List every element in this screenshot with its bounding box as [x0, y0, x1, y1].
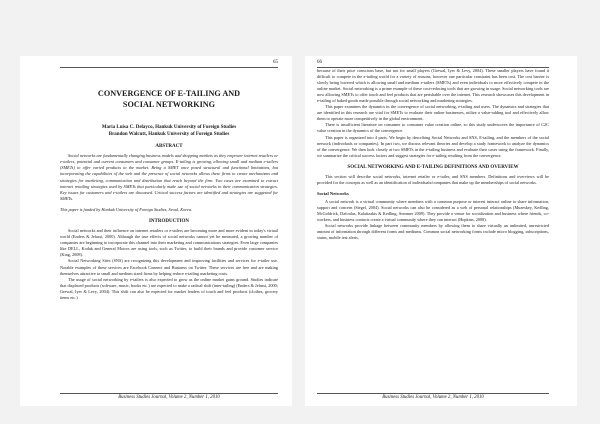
footer-rule [317, 393, 549, 394]
paragraph: because of their price conscious base, but not for small players (Grewal, Iyer & Levy, 2004). These smaller players have found it difficult to compete in the e-tailing world for a variety of reasons, however one particular constraint has been cost. The cost barrier is slowly being lowered which is allowing small and medium e-tailers (SMETs) and even individuals to more effectively compete in the online market. Social networking is a prime example of these cost-reducing tools that are growing in usage. Social networking tools are now allowing SMETs to offer touch and feel products that are perishable over the internet. This research showcases this development in e-tailing of baked goods made possible through social networking and marketing strategies. [317, 68, 549, 104]
paper-title [60, 88, 278, 110]
authors [60, 125, 278, 138]
page-footer [60, 393, 278, 401]
paragraph: A social network is a virtual community where members with a common purpose or interest interact online to share information, support and concern (Siegel, 2004). Social networks can also be considered as a web of personal relationships (Muzeskey, Kedling, McGoldrick, Dafoulas, Kalaitzakis & Kedling, Sommer 2009). They provide a venue for socialization and business where friends, co-workers, and business contacts create a virtual community where they can interact (Hopkins, 2008). [317, 198, 549, 222]
footer-text: Business Studies Journal, Volume 2, Number 1, 2010 [382, 395, 484, 400]
left-page [20, 56, 292, 406]
page-number: 65 [273, 60, 278, 65]
footer-rule [60, 393, 278, 394]
paragraph: There is insufficient literature on consumer to consumer value creation online, so this study underscores the importance of C2C value creation in the dynamics of the convergence. [317, 122, 549, 134]
author-1: Maria Luisa C. Delayco, Hankuk University of Foreign Studies [101, 125, 237, 130]
paragraph: Social networks provide linkage between community members by allowing them to share virtually an unlimited, unrestricted amount of information through different forms and mediums. Common social networking forms include micro blogging, subscriptions, status, mobile test alerts, [317, 222, 549, 241]
paragraph: Social networks and their influence on internet retailers or e-tailers are becoming more and more evident in today's virtual world (Enders & Jelassi, 2000). Although the true effects of social networks cannot yet be measured, a growing number of companies are beginning to incorporate this channel into their marketing and communications strategies. Even large companies like DELL, Kodak and General Motors are using tools, such as Twitter, to build their brands and provide customer service (King, 2008). [60, 228, 278, 258]
footer-text: Business Studies Journal, Volume 2, Number 1, 2010 [118, 395, 220, 400]
page-number: 66 [317, 60, 322, 65]
section-heading: SOCIAL NETWORKING AND E-TAILING DEFINITIONS AND OVERVIEW [347, 164, 519, 170]
paragraph: The usage of social networking by e-tailers is also expected to grow as the online market gains ground. Studies indicate that displaced products (software, music, books etc.) are expected to make a radical shift (inter-tailing) (Enders & Jelassi, 2000; Grewal, Iyer & Levy, 2004). This shift can also be expected for market leaders of touch and feel products (clothes, grocery items etc.) [60, 276, 278, 300]
paragraph: Social Networking Sites (SNS) are recognizing this development and improving facilities and services for e-tailer use. Notable examples of these services are Facebook Connect and Business on Twitter. These services are free and are making themselves attractive to small and medium sized firms by helping reduce e-tailing marketing costs. [60, 258, 278, 276]
page-footer [317, 393, 549, 401]
author-2: Brandon Walcutt, Hankuk University of Foreign Studies [108, 131, 230, 137]
header-rule [60, 67, 278, 68]
abstract-text: Social networks are fundamentally changing business models and shopping markets as they empower internet retailers or e-tailers, potential and current consumers and consumer groups. E-tailing is growing, allowing small and medium e-tailers (SMETs) to offer varied products to the market. Being a SMET once posed structural and functional limitations, but incorporating the capabilities of the web and the presence of social networks allows these firms to create mechanisms and strategies for marketing, communication and distribution that reach beyond the firm. Two cases are examined to extract internet retailing strategies used by SMETs that particularly make use of social networks in their communication strategies. Key issues for customers and e-tailers are discussed. Critical success factors are identified and strategies are suggested for SMETs. [60, 153, 278, 202]
title-line-1: CONVERGENCE OF E-TAILING AND [97, 89, 241, 98]
title-line-2: SOCIAL NETWORKING [122, 100, 216, 109]
paragraph: This paper examines the dynamics in the convergence of social networking, e-tailing and users. The dynamics and strategies that are identified in this research are vital for SMETs to evaluate their online businesses, utilize a value-adding tool and effectively allow them to operate more competitively in the global environment. [317, 104, 549, 122]
paragraph: This section will describe social networks, internet retailer or e-tailer, and SNS members. Definitions and overviews will be provided for the concepts as well as an identification of individuals/companies that make up the memberships of social networks. [317, 173, 549, 185]
introduction-heading: INTRODUCTION [148, 219, 189, 225]
right-page [305, 56, 577, 406]
abstract-heading: ABSTRACT [155, 144, 183, 149]
funding-note: This paper is funded by Hankuk University of Foreign Studies, Seoul, Korea. [60, 207, 192, 213]
subsection-heading: Social Networks [317, 190, 349, 196]
paragraph: This paper is organized into 4 parts. We begin by describing Social Networks and SNS, E-tailing, and the members of the social network (individuals or companies). In part two, we discuss relevant theories and develop a study framework to analyze the dynamics of the convergence. We then look closely at two SMETs in the e-tailing business and evaluate their cases using the framework. Finally, we summarize the critical success factors and suggest strategies for e-tailing resulting from the convergence. [317, 134, 549, 158]
